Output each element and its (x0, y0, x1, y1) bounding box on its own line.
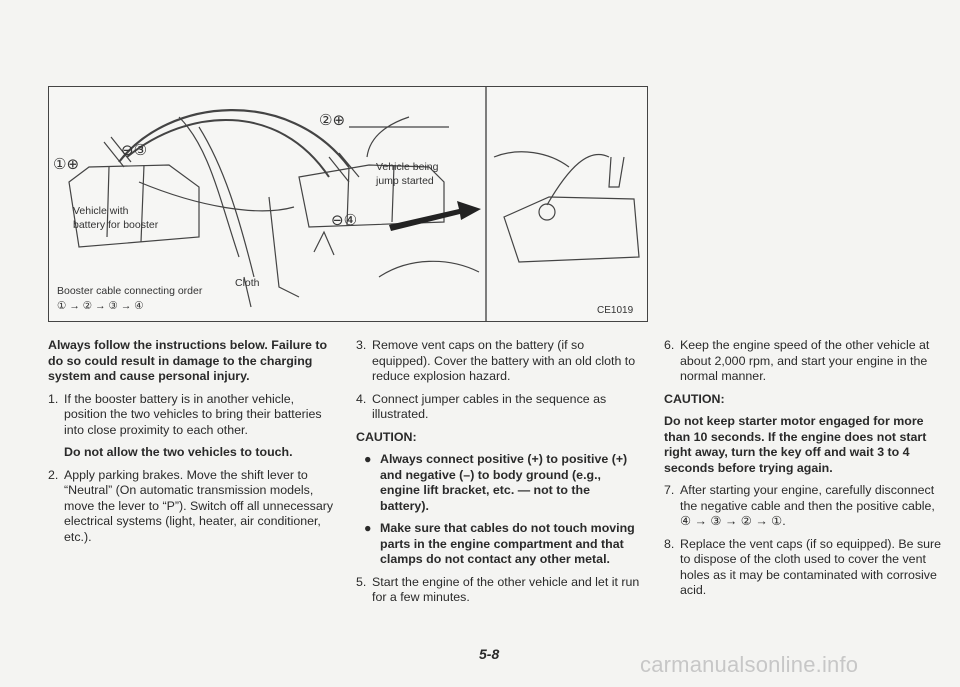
caution-bullet-1 (364, 452, 642, 514)
connecting-order-title: Booster cable connecting order (57, 285, 203, 297)
step-5-number: 5. (356, 574, 367, 589)
warning-text: Always follow the instructions below. Failure to do so could result in damage to the charging system and cause personal injury. (48, 338, 328, 383)
page-number: 5-8 (479, 646, 500, 662)
label-4-negative: ⊖④ (331, 212, 358, 229)
vehicle-jump-started-label-1: Vehicle being (376, 161, 439, 173)
step-5 (356, 575, 642, 606)
label-1-positive: ①⊕ (53, 156, 80, 173)
label-3-negative: ⊖③ (121, 142, 148, 159)
step-6 (664, 338, 948, 385)
connecting-order-sequence: ① → ② → ③ → ④ (57, 300, 144, 312)
caution-text-2: Do not keep starter motor engaged for more than 10 seconds. If the engine does not start right away, turn the key off and wait 3 to 4 seconds before trying again. (664, 414, 927, 475)
step-7-text: After starting your engine, carefully disconnect the negative cable and then the positive cable, ④ → ③ → ② → ①. (680, 483, 935, 528)
step-8-number: 8. (664, 536, 675, 551)
caution-bullet-2 (364, 521, 642, 568)
step-3 (356, 338, 642, 385)
step-4-text: Connect jumper cables in the sequence as illustrated. (372, 391, 607, 421)
caution-heading: CAUTION: (356, 429, 417, 444)
bullet-dot-icon: ● (364, 452, 372, 466)
column-right (664, 338, 948, 606)
jump-start-illustration (48, 86, 648, 322)
watermark: carmanualsonline.info (640, 652, 859, 677)
bullet-dot-icon: ● (364, 521, 372, 535)
cloth-label: Cloth (235, 277, 260, 289)
label-2-positive: ②⊕ (319, 112, 346, 129)
step-1-note: Do not allow the two vehicles to touch. (64, 445, 293, 459)
column-middle (356, 338, 642, 613)
step-4 (356, 392, 642, 423)
step-8 (664, 537, 948, 599)
column-left (48, 338, 334, 552)
step-6-text: Keep the engine speed of the other vehicle at about 2,000 rpm, and start your engine in the normal manner. (680, 338, 930, 383)
step-1-number: 1. (48, 391, 59, 406)
step-3-number: 3. (356, 338, 367, 352)
step-5-text: Start the engine of the other vehicle and let it run for a few minutes. (372, 574, 640, 604)
step-2-text: Apply parking brakes. Move the shift lever to “Neutral” (On automatic transmission models, move the lever to “P”). Switch off all unnecessary electrical systems (light, heater, air conditioner, etc.). (64, 467, 334, 544)
vehicle-jump-started-label-2: jump started (376, 175, 434, 187)
figure-code: CE1019 (597, 305, 634, 316)
step-7-number: 7. (664, 483, 675, 497)
step-1 (48, 392, 334, 439)
step-6-number: 6. (664, 338, 675, 352)
step-1-text: If the booster battery is in another vehicle, position the two vehicles to bring their batteries into close proximity to each other. (64, 391, 322, 437)
caution-heading-2: CAUTION: (664, 391, 725, 406)
step-8-text: Replace the vent caps (if so equipped). Be sure to dispose of the cloth used to cover the vent holes as it may be contaminated with corrosive acid. (680, 536, 942, 597)
caution-bullet-2-text: Make sure that cables do not touch moving parts in the engine compartment and that clamps do not contact any other metal. (380, 521, 635, 566)
step-2-number: 2. (48, 467, 59, 482)
vehicle-with-booster-label-2: battery for booster (73, 219, 159, 231)
step-7 (664, 483, 948, 530)
step-3-text: Remove vent caps on the battery (if so equipped). Cover the battery with an old cloth to reduce explosion hazard. (372, 338, 636, 383)
step-2 (48, 468, 334, 546)
vehicle-with-booster-label-1: Vehicle with (73, 205, 129, 217)
step-4-number: 4. (356, 391, 367, 406)
caution-bullet-1-text: Always connect positive (+) to positive (+) and negative (–) to body ground (e.g., engine lift bracket, etc. — not to the battery). (380, 452, 628, 513)
